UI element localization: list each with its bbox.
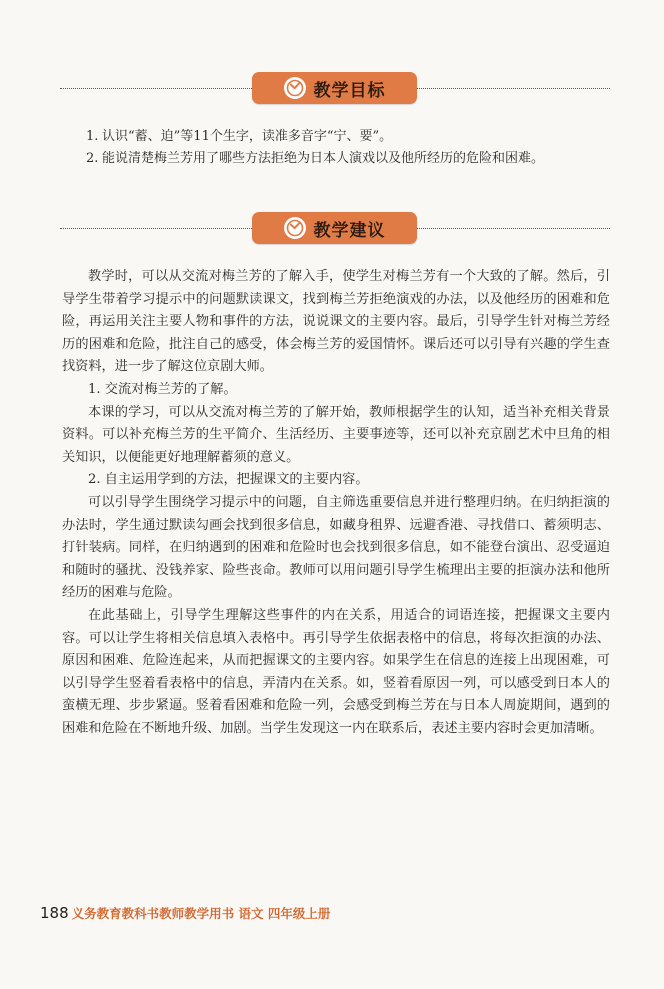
advice-subheading-1: 1. 交流对梅兰芳的了解。 [88, 381, 237, 397]
dotted-divider-left [60, 88, 252, 89]
goals-item-number: 1. [86, 129, 99, 144]
advice-subheading-2: 2. 自主运用学到的方法，把握课文的主要内容。 [88, 472, 369, 488]
goals-list-item [86, 126, 606, 148]
page-number: 188 [40, 904, 69, 922]
dotted-divider-right [417, 88, 610, 89]
goals-list [86, 126, 606, 170]
goals-item-text: 能说清楚梅兰芳用了哪些方法拒绝为日本人演戏以及他所经历的危险和困难。 [102, 151, 545, 166]
section-header-goals [60, 72, 610, 106]
checkmark-circle-icon [284, 77, 306, 99]
advice-paragraph-intro: 教学时，可以从交流对梅兰芳的了解入手，使学生对梅兰芳有一个大致的了解。然后，引导学生带着学习提示中的问题默读课文，找到梅兰芳拒绝演戏的办法，以及他经历的困难和危险，再运用关注主要人物和事件的方法，说说课文的主要内容。最后，引导学生针对梅兰芳经历的困难和危险，批注自己的感受，体会梅兰芳的爱国情怀。课后还可以引导有兴趣的学生查找资料，进一步了解这位京剧大师。 [62, 269, 610, 375]
advice-paragraph: 可以引导学生围绕学习提示中的问题，自主筛选重要信息并进行整理归纳。在归纳拒演的办法时，学生通过默读勾画会找到很多信息，如藏身租界、远避香港、寻找借口、蓄须明志、打针装病。同样，在归纳遇到的困难和危险时也会找到很多信息，如不能登台演出、忍受逼迫和随时的骚扰、没钱养家、险些丧命。教师可以用问题引导学生梳理出主要的拒演办法和他所经历的困难与危险。 [62, 494, 610, 601]
section-header-advice [60, 212, 610, 246]
advice-paragraph: 本课的学习，可以从交流对梅兰芳的了解开始，教师根据学生的认知，适当补充相关背景资料。可以补充梅兰芳的生平简介、生活经历、主要事迹等，还可以补充京剧艺术中旦角的相关知识，以便能更好地理解蓄须的意义。 [62, 404, 610, 465]
goals-list-item [86, 148, 606, 170]
goals-item-number: 2. [86, 151, 99, 166]
page-footer [40, 904, 330, 922]
section-title-goals: 教学目标 [313, 80, 386, 101]
checkmark-circle-icon [284, 217, 306, 239]
section-title-pill-advice [252, 212, 417, 244]
goals-item-text: 认识“蓄、迫”等11个生字，读准多音字“宁、要”。 [102, 129, 393, 144]
section-title-advice: 教学建议 [313, 220, 386, 241]
section-title-pill-goals [252, 72, 417, 104]
dotted-divider-left [60, 228, 252, 229]
advice-body [62, 266, 610, 740]
dotted-divider-right [417, 228, 610, 229]
advice-paragraph: 在此基础上，引导学生理解这些事件的内在关系，用适合的词语连接，把握课文主要内容。可以让学生将相关信息填入表格中。再引导学生依据表格中的信息，将每次拒演的办法、原因和困难、危险连起来，从而把握课文的主要内容。如果学生在信息的连接上出现困难，可以引导学生竖着看表格中的信息，弄清内在关系。如，竖着看原因一列，可以感受到日本人的蛮横无理、步步紧逼。竖着看困难和危险一列，会感受到梅兰芳在与日本人周旋期间，遇到的困难和危险在不断地升级、加剧。当学生发现这一内在联系后，表述主要内容时会更加清晰。 [62, 607, 610, 736]
book-title: 义务教育教科书教师教学用书 语文 四年级上册 [71, 906, 331, 921]
